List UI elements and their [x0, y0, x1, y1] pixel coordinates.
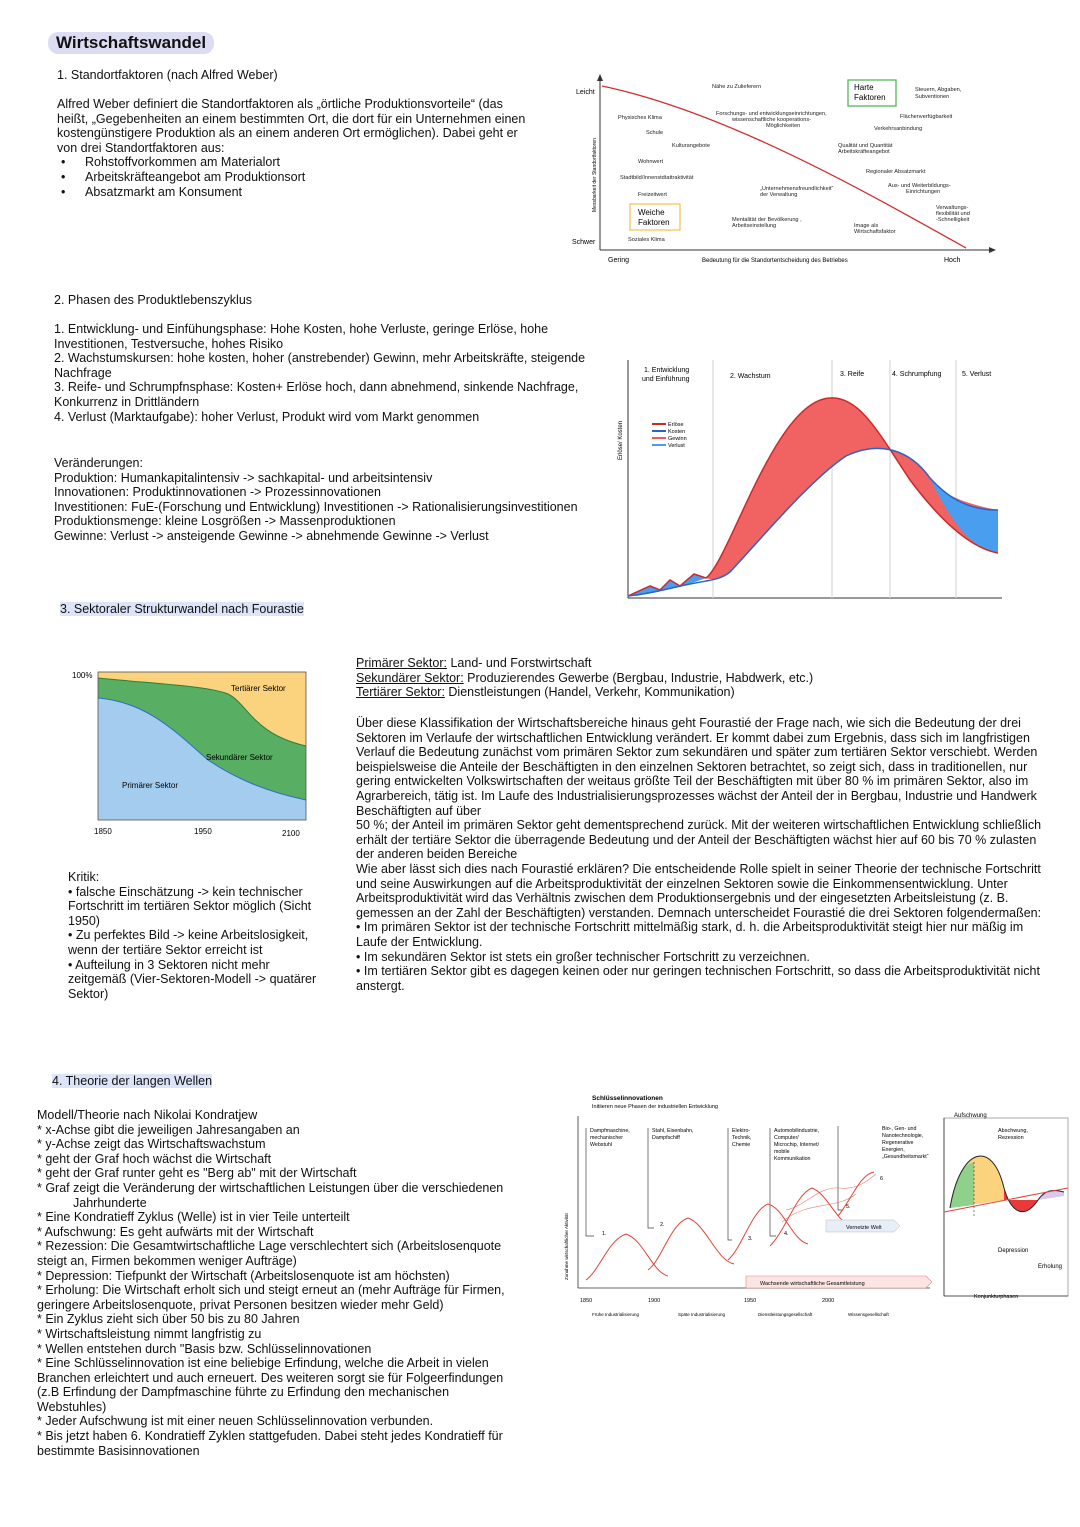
soft-factors-label-2: Faktoren — [638, 218, 670, 227]
soft-factors-label: Weiche — [638, 208, 665, 217]
legend-label: Gewinn — [668, 436, 687, 442]
x-tick: 2100 — [282, 829, 300, 838]
section-1-intro: Alfred Weber definiert die Standortfaktoren als „örtliche Produktionsvorteile“ (das heißt, „Gegebenheiten an einem bestimmten Ort, die dort für ein Unternehmen einen kostengünstigere Produktion als an einem anderen Ort ermöglichen). Dabei geht er von drei Standortfaktoren aus: — [57, 97, 526, 155]
change-item: Gewinne: Verlust -> ansteigende Gewinne -> abnehmende Gewinne -> Verlust — [54, 528, 489, 543]
business-cycle-chart — [940, 1108, 1072, 1308]
line: * Wellen entstehen durch "Basis bzw. Schlüsselinnovationen — [37, 1341, 372, 1356]
era-label: Späte Industrialisierung — [678, 1312, 726, 1317]
line: * Wirtschaftsleistung nimmt langfristig zu — [37, 1326, 262, 1341]
phase-label: 5. Verlust — [962, 371, 992, 378]
primary-label: Primärer Sektor — [122, 781, 179, 790]
factor-label: Arbeitskräfteangebot — [838, 149, 890, 155]
factor-label: Verwaltungs- — [936, 205, 969, 211]
wave-number: 2. — [660, 1222, 665, 1228]
hard-factors-label-2: Faktoren — [854, 93, 886, 102]
factor-label: Physisches Klima — [618, 115, 662, 121]
innovation-label: Dampfmaschine, — [590, 1128, 630, 1134]
phase-label: Erholung — [1038, 1264, 1063, 1270]
innovation-label: Nanotechnologie, — [882, 1133, 924, 1139]
def-tertiary — [356, 685, 1046, 700]
line: * Jeder Aufschwung ist mit einer neuen Schlüsselinnovation verbunden. — [37, 1414, 434, 1429]
section-4-heading — [52, 1074, 212, 1088]
innovation-label: Elektro- — [732, 1128, 751, 1134]
profit-area — [706, 398, 998, 579]
changes-heading: Veränderungen: — [54, 456, 143, 470]
phase-label: Depression — [998, 1248, 1029, 1254]
x-axis-label: Bedeutung für die Standortentscheidung des Betriebes — [702, 258, 848, 264]
def-term: Primärer Sektor: — [356, 656, 447, 670]
section-3-heading-text: 3. Sektoraler Strukturwandel nach Fourastie — [60, 602, 304, 616]
factor-label: flexibilität und — [936, 211, 970, 217]
factor-label: -Schnelligkeit — [936, 217, 970, 223]
innovation-label: „Gesundheitsmarkt“ — [882, 1154, 929, 1160]
innovation-label: Energien, — [882, 1147, 905, 1153]
bullet-item: • Im tertiären Sektor gibt es dagegen keinen oder nur geringen technischen Fortschritt, so dass die Arbeitsproduktivität nicht anstergt. — [356, 964, 1040, 993]
phase-label: 2. Wachstum — [730, 373, 771, 380]
critique-item: • Zu perfektes Bild -> keine Arbeitslosigkeit, wenn der tertiäre Sektor erreicht ist — [68, 928, 309, 957]
factor-label: Flächenverfügbarkeit — [900, 114, 953, 120]
section-2-heading: 2. Phasen des Produktlebenszyklus — [54, 293, 253, 307]
legend — [652, 422, 687, 449]
innovation-label: Chemie — [732, 1142, 751, 1148]
factor-label: Möglichkeiten — [766, 123, 801, 129]
sector-chart — [68, 664, 318, 844]
phase-label: Rezession — [998, 1135, 1024, 1141]
line: * Rezession: Die Gesamtwirtschaftliche Lage verschlechtert sich (Arbeitslosenquote steigt an, Firmen bekommen weniger Aufträge) — [37, 1239, 502, 1268]
paragraph: 50 %; der Anteil im primären Sektor geht dementsprechend zurück. Mit der weiteren wirtschaftlichen Entwicklung schließlich erhält der tertiäre Sektor die überragende Bedeutung und der Anteil der Beschäftigten wächst hier auf 60 bis 70 % zulasten der anderen beiden Bereiche — [356, 818, 1042, 862]
def-text: Land- und Forstwirtschaft — [447, 656, 592, 670]
year-label: 1850 — [580, 1298, 593, 1304]
tertiary-label: Tertiärer Sektor — [231, 684, 286, 693]
line: * Graf zeigt die Veränderung der wirtschaftlichen Leistungen über die verschiedenen — [37, 1180, 504, 1195]
change-item: Produktion: Humankapitalintensiv -> sachkapital- und arbeitsintensiv — [54, 470, 433, 485]
section-4-text — [37, 1108, 521, 1458]
y-top-label: Leicht — [576, 89, 595, 96]
bullet-item: • Im primären Sektor ist der technische Fortschritt mittelmäßig stark, d. h. die Arbeitsproduktivität steigt hier nur mäßig im Laufe der Entwicklung. — [356, 920, 1024, 949]
x-axis-label: Konjunkturphasen — [974, 1294, 1019, 1300]
innovation-label: Kommunikation — [774, 1156, 811, 1162]
factor-label: Kulturangebote — [672, 143, 710, 149]
line: * Aufschwung: Es geht aufwärts mit der Wirtschaft — [37, 1224, 314, 1239]
line: * geht der Graf hoch wächst die Wirtschaft — [37, 1151, 272, 1166]
factor-label: Verkehrsanbindung — [874, 126, 923, 132]
factor-label: wissenschaftliche kooperations- — [732, 117, 811, 123]
wave-number: 6 — [880, 1176, 884, 1182]
phase-item: 1. Entwicklung- und Einfühungsphase: Hohe Kosten, hohe Verluste, geringe Erlöse, hohe Investitionen, Testversuche, hohes Risiko — [54, 322, 549, 351]
paragraph: Über diese Klassifikation der Wirtschaftsbereiche hinaus geht Fourastié der Frage nach, wie sich die Bedeutung der drei Sektoren im Verlaufe der wirtschaftlichen Entwicklung verändert. Er kommt dabei zum Ergebnis, dass sich im langfristigen Verlauf die Bedeutung zunächst vom primären Sektor zum sekundären und später zum tertiären Sektor verschiebt. Werden beispielsweise die Anteile der Beschäftigten in den einzelnen Sektoren betrachtet, so zeigt sich, dass in traditionellen, nur gering entwickelten Volkswirtschaften der weitaus größte Teil der Beschäftigten mit über 80 % im primären Sektor, also im Agrarbereich, tätig ist. Im Laufe des Industrialisierungsprozesses wächst der Anteil der in Bergbau, Industrie und Handwerk Beschäftigten auf über — [356, 716, 1038, 818]
factor-label: Arbeitseinstellung — [732, 223, 777, 229]
factor-label: Nähe zu Zulieferern — [712, 84, 762, 90]
x-left-label: Gering — [608, 257, 630, 264]
factor-label: der Verwaltung — [760, 192, 798, 198]
line: Jahrhunderte — [73, 1195, 147, 1210]
year-label: 1900 — [648, 1298, 661, 1304]
innovation-label: Webstuhl — [590, 1142, 612, 1148]
legend-label: Kosten — [668, 429, 686, 435]
era-label: Frühe Industrialisierung — [592, 1312, 640, 1317]
era-label: Wissensgesellschaft — [848, 1312, 889, 1317]
line: * Eine Schlüsselinnovation ist eine beliebige Erfindung, welche die Arbeit in vielen Branchen erleichtert und auch erneuert. Des weiteren sorgt sie für Folgeerfindungen (z.B Erfindung der Dampfmaschine führte zu Erfindung den mechanischen Webstuhles) — [37, 1356, 504, 1414]
factor-label: Mentalität der Bevölkerung , — [732, 217, 802, 223]
factor-label: Freizeitwert — [638, 192, 667, 198]
kondratieff-chart — [556, 1090, 936, 1330]
critique-block — [68, 870, 330, 1001]
x-tick: 1950 — [194, 827, 212, 836]
bullet-item: • Absatzmarkt am Konsument — [57, 185, 537, 200]
factor-label: Wirtschaftsfaktor — [854, 229, 896, 235]
era-label: Dienstleistungsgesellschaft — [758, 1312, 813, 1317]
line: * geht der Graf runter geht es "Berg ab" mit der Wirtschaft — [37, 1166, 357, 1181]
bullet-item: • Rohstoffvorkommen am Materialort — [57, 155, 537, 170]
phase-label: 4. Schrumpfung — [892, 371, 942, 378]
line: * x-Achse gibt die jeweiligen Jahresangaben an — [37, 1122, 300, 1137]
section-1-bullets — [57, 155, 537, 199]
wave-4 — [770, 1188, 852, 1246]
line: geringere Arbeitslosenquote, privat Personen besitzen wieder mehr Geld) — [37, 1297, 444, 1312]
innovation-label: Stahl, Eisenbahn, — [652, 1128, 694, 1134]
line: * Ein Zyklus zieht sich über 50 bis zu 80 Jahren — [37, 1312, 300, 1327]
line: * Depression: Tiefpunkt der Wirtschaft (Arbeitslosenquote ist am höchsten) — [37, 1268, 450, 1283]
factor-label: Wohnwert — [638, 159, 664, 165]
phase-item: 4. Verlust (Marktaufgabe): hoher Verlust, Produkt wird vom Markt genommen — [54, 409, 480, 424]
innovation-label: mobile — [774, 1149, 790, 1155]
y-axis-label: Erlöse/ Kosten — [618, 420, 624, 460]
critique-heading: Kritik: — [68, 870, 100, 884]
wave-number: 4. — [784, 1231, 789, 1237]
factor-label: Schule — [646, 130, 664, 136]
section-2-phases — [54, 322, 590, 424]
phase-label: und Einführung — [642, 376, 690, 383]
standortfaktoren-chart — [566, 72, 998, 272]
x-tick: 1850 — [94, 827, 112, 836]
paragraph: Wie aber lässt sich dies nach Fourastié erklären? Die entscheidende Rolle spielt in seiner Theorie der technische Fortschritt und seine Auswirkungen auf die Arbeitsproduktivität der einzelnen Sektoren sowie die Einkommensentwicklung. Unter Arbeitsproduktivität wird das Verhältnis zwischen dem Produktionsergebnis und der eingesetzten Arbeitsleistung (z. B. gemessen an der Zahl der Beschäftigten) verstanden. Demnach unterscheidet Fourastié die drei Sektoren folgendermaßen: — [356, 861, 1042, 920]
sector-definitions — [356, 656, 1046, 700]
bullet-item: • Im sekundären Sektor ist stets ein großer technischer Fortschritt zu verzeichnen. — [356, 949, 810, 964]
wave-number: 5. — [846, 1204, 851, 1210]
year-label: 1950 — [744, 1298, 757, 1304]
section-3-heading — [60, 602, 304, 616]
change-item: Investitionen: FuE-(Forschung und Entwicklung) Investitionen -> Rationalisierungsinvestitionen — [54, 499, 578, 514]
change-item: Produktionsmenge: kleine Losgrößen -> Massenproduktionen — [54, 514, 396, 529]
year-label: 2000 — [822, 1298, 835, 1304]
wave-number: 3. — [748, 1236, 753, 1242]
loss-area-early — [628, 574, 706, 596]
def-secondary — [356, 671, 1046, 686]
innovation-label: Technik, — [732, 1135, 752, 1141]
def-text: Dienstleistungen (Handel, Verkehr, Kommunikation) — [444, 685, 735, 700]
line: * Erholung: Die Wirtschaft erholt sich und steigt erneut an (mehr Aufträge für Firmen, — [37, 1283, 505, 1298]
section-1-text — [57, 97, 537, 199]
innovation-label: Regenerative — [882, 1140, 914, 1146]
section-1-heading: 1. Standortfaktoren (nach Alfred Weber) — [57, 68, 278, 82]
x-right-label: Hoch — [944, 257, 961, 264]
chart-title: Schlüsselinnovationen — [592, 1095, 663, 1102]
y-bottom-label: Schwer — [572, 239, 596, 246]
critique-item: • Aufteilung in 3 Sektoren nicht mehr zeitgemäß (Vier-Sektoren-Modell -> quatärer Sektor) — [68, 957, 317, 1001]
line: * Eine Kondratieff Zyklus (Welle) ist in vier Teile unterteilt — [37, 1210, 350, 1225]
phase-label: 1. Entwicklung — [644, 367, 690, 374]
y-max-label: 100% — [72, 671, 93, 680]
line: * Bis jetzt haben 6. Kondratieff Zyklen stattgefuden. Dabei steht jedes Kondratieff für bestimmte Basisinnovationen — [37, 1429, 503, 1458]
factor-label: Soziales Klima — [628, 237, 665, 243]
factor-label: Aus- und Weiterbildungs- — [888, 183, 951, 189]
phase-item: 3. Reife- und Schrumpfnsphase: Kosten+ Erlöse hoch, dann abnehmend, sinkende Nachfrage, Konkurrenz in Drittländern — [54, 380, 579, 409]
factor-label: Einrichtungen — [906, 189, 941, 195]
hard-factors-label: Harte — [854, 83, 874, 92]
def-primary — [356, 656, 1046, 671]
chart-subtitle: Initiieren neue Phasen der industriellen Entwicklung — [592, 1104, 718, 1110]
innovation-label: Computer/ — [774, 1135, 799, 1141]
def-term: Sekundärer Sektor: — [356, 670, 464, 685]
innovation-label: Microchip, Internet/ — [774, 1142, 820, 1148]
section-2-changes — [54, 456, 614, 544]
phase-label: Abschwung, — [998, 1128, 1028, 1134]
innovation-label: mechanischer — [590, 1135, 623, 1141]
factor-label: Stadtbild/Innenstdtattraktivität — [620, 175, 694, 181]
innovation-label: Automobilindustrie, — [774, 1128, 820, 1134]
legend-label: Erlöse — [668, 422, 684, 428]
critique-item: • falsche Einschätzung -> kein technischer Fortschritt im tertiären Sektor möglich (Sicht 1950) — [68, 884, 312, 928]
phase-label: 3. Reife — [840, 371, 865, 378]
wave-3 — [728, 1204, 808, 1260]
y-axis-label: Messbarkeit der Standortfaktoren — [592, 138, 598, 212]
factor-label: Steuern, Abgaben, — [915, 87, 962, 93]
factor-label: Qualität und Quantität — [838, 143, 893, 149]
fourastie-text — [356, 716, 1056, 993]
def-text: Produzierendes Gewerbe (Bergbau, Industrie, Habdwerk, etc.) — [463, 670, 814, 685]
factor-label: Regionaler Absatzmarkt — [866, 169, 926, 175]
line: * y-Achse zeigt das Wirtschaftswachstum — [37, 1137, 266, 1152]
innovation-label: Bio-, Gen- und — [882, 1126, 917, 1132]
phase-item: 2. Wachstumskursen: hohe kosten, hoher (anstrebender) Gewinn, mehr Arbeitskräfte, steigende Nachfrage — [54, 351, 586, 380]
line: Modell/Theorie nach Nikolai Kondratjew — [37, 1108, 258, 1122]
factor-label: „Unternehmensfreundlichkeit“ — [760, 186, 834, 192]
product-lifecycle-chart — [610, 360, 1010, 605]
def-term: Tertiärer Sektor: — [356, 685, 445, 700]
secondary-label: Sekundärer Sektor — [206, 753, 273, 762]
wave-1 — [586, 1234, 668, 1280]
legend-label: Verlust — [668, 443, 685, 449]
factor-label: Subventionen — [915, 94, 950, 100]
page-title: Wirtschaftswandel — [48, 32, 214, 54]
y-axis-label: Zunahme wirtschaftlicher Aktivität — [564, 1213, 569, 1280]
section-4-heading-text: 4. Theorie der langen Wellen — [52, 1074, 213, 1088]
factor-label: Forschungs- und entwicklungseinrichtungen, — [716, 111, 827, 117]
recovery-area — [950, 1162, 974, 1208]
phase-label: Aufschwung — [954, 1113, 987, 1119]
vernetzte-welt-label: Vernetzte Welt — [846, 1225, 882, 1231]
factor-label: Image als — [854, 223, 879, 229]
bullet-item: • Arbeitskräfteangebot am Produktionsort — [57, 170, 537, 185]
growth-label: Wachsende wirtschaftliche Gesamtleistung — [760, 1281, 865, 1287]
wave-number: 1. — [602, 1231, 607, 1237]
innovation-label: Dampfschiff — [652, 1135, 680, 1141]
change-item: Innovationen: Produktinnovationen -> Prozessinnovationen — [54, 485, 381, 500]
